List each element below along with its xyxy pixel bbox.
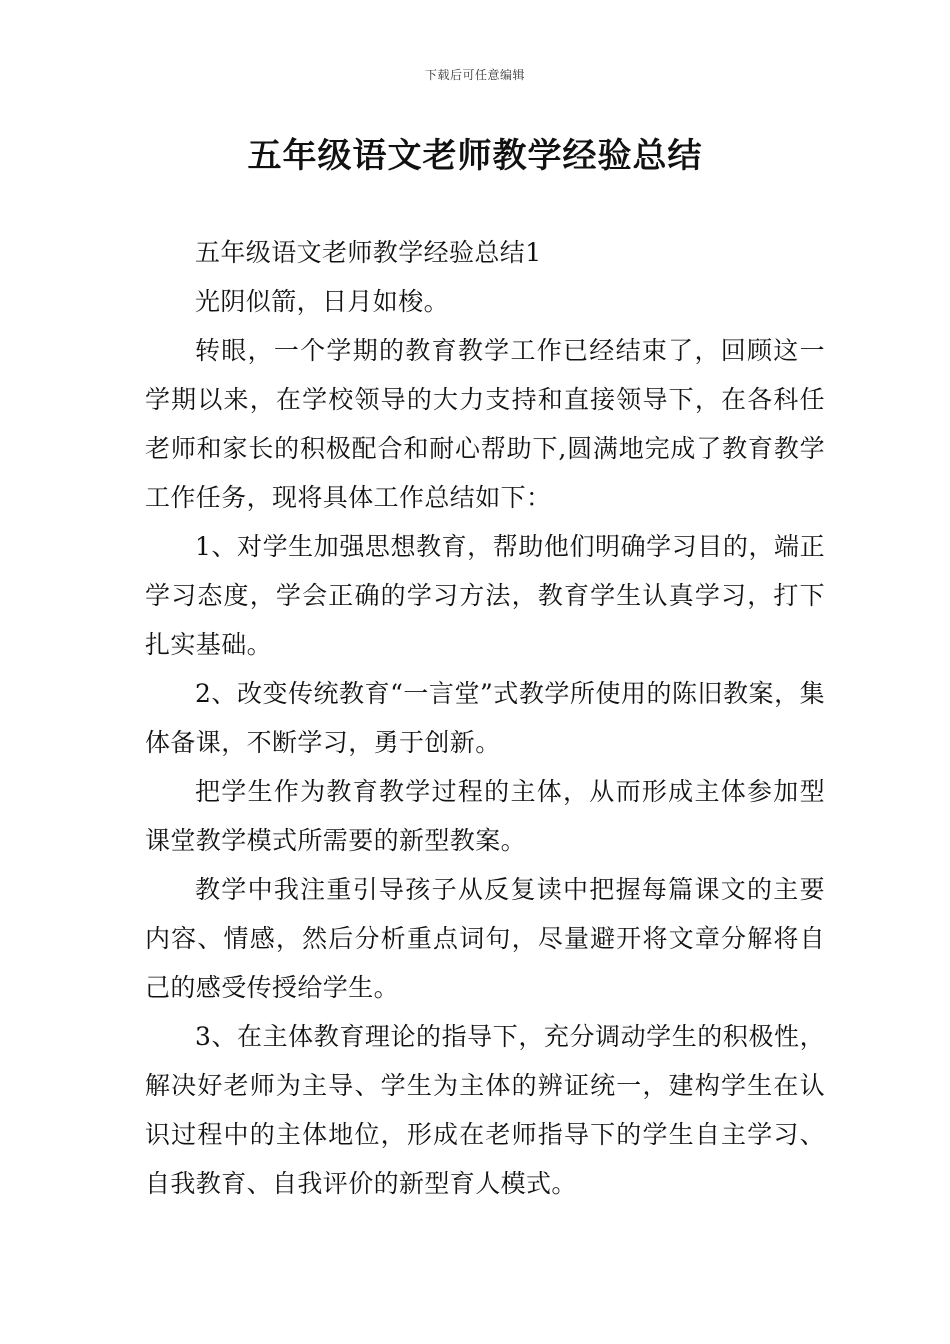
page-header-note: 下载后可任意编辑: [424, 68, 525, 82]
paragraph: 3、在主体教育理论的指导下，充分调动学生的积极性，解决好老师为主导、学生为主体的辨证统一，建构学生在认识过程中的主体地位，形成在老师指导下的学生自主学习、自我教育、自我评价的新型育人模式。: [145, 1022, 825, 1198]
paragraph: 教学中我注重引导孩子从反复读中把握每篇课文的主要内容、情感，然后分析重点词句，尽量避开将文章分解将自己的感受传授给学生。: [145, 875, 825, 1002]
document-title: 五年级语文老师教学经验总结: [247, 136, 703, 176]
paragraph-subtitle: 五年级语文老师教学经验总结1: [195, 238, 542, 267]
document-body: [145, 228, 825, 1208]
paragraph: 光阴似箭，日月如梭。: [195, 287, 450, 316]
paragraph: 2、改变传统教育“一言堂”式教学所使用的陈旧教案，集体备课，不断学习，勇于创新。: [145, 679, 825, 757]
paragraph: 1、对学生加强思想教育，帮助他们明确学习目的，端正学习态度，学会正确的学习方法，教育学生认真学习，打下扎实基础。: [145, 532, 825, 659]
paragraph: 转眼，一个学期的教育教学工作已经结束了，回顾这一学期以来，在学校领导的大力支持和直接领导下，在各科任老师和家长的积极配合和耐心帮助下,圆满地完成了教育教学工作任务，现将具体工作总结如下：: [145, 336, 825, 512]
paragraph: 把学生作为教育教学过程的主体，从而形成主体参加型课堂教学模式所需要的新型教案。: [145, 777, 825, 855]
